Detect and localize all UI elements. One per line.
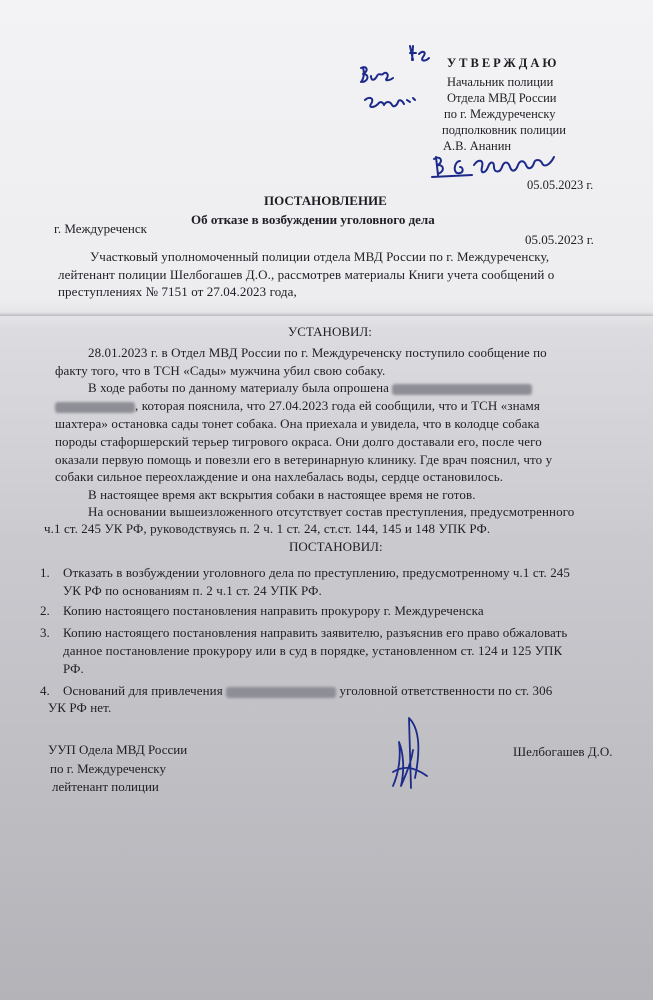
redacted-name xyxy=(226,687,336,698)
approval-line: Начальник полиции xyxy=(447,75,554,89)
redacted-name xyxy=(392,384,532,395)
signature-name: Шелбогашев Д.О. xyxy=(513,744,613,759)
document-title: ПОСТАНОВЛЕНИЕ xyxy=(264,193,387,208)
handwritten-note xyxy=(355,38,455,118)
approval-date: 05.05.2023 г. xyxy=(527,178,594,192)
resolution-number: 1. xyxy=(40,565,50,580)
resolution-line: данное постановление прокурору или в суд в порядке, установленном ст. 124 и 125 УПК xyxy=(63,643,563,658)
body-line-text: В ходе работы по данному материалу была опрошена xyxy=(88,380,390,395)
resolved-heading: ПОСТАНОВИЛ: xyxy=(289,539,383,554)
body-line xyxy=(88,380,532,395)
intro-line: Участковый уполномоченный полиции отдела МВД России по г. Междуреченску, xyxy=(90,249,550,264)
resolution-line: УК РФ по основаниям п. 2 ч.1 ст. 24 УПК РФ. xyxy=(63,583,322,598)
approval-line: по г. Междуреченску xyxy=(444,107,556,121)
intro-line: лейтенант полиции Шелбогашев Д.О., рассмотрев материалы Книги учета сообщений о xyxy=(58,267,555,282)
body-line: В настоящее время акт вскрытия собаки в настоящее время не готов. xyxy=(88,487,476,502)
signature-position: УУП Одела МВД России xyxy=(48,742,188,757)
redacted-name xyxy=(55,402,135,413)
resolution-line: УК РФ нет. xyxy=(48,700,112,715)
resolution-line: Копию настоящего постановления направить прокурору г. Междуреченска xyxy=(63,603,484,618)
approval-line: Отдела МВД России xyxy=(447,91,557,105)
established-heading: УСТАНОВИЛ: xyxy=(288,324,372,339)
body-line: породы стафоршерский терьер тигрового окраса. Они долго доставали его, после чего xyxy=(55,434,542,449)
intro-line: преступлениях № 7151 от 27.04.2023 года, xyxy=(58,284,297,299)
resolution-line xyxy=(63,683,552,698)
resolution-number: 3. xyxy=(40,625,50,640)
body-line xyxy=(55,398,540,413)
body-line: оказали первую помощь и повезли его в ветеринарную клинику. Где врач пояснил, что у xyxy=(55,452,553,467)
resolution-text: Оснований для привлечения xyxy=(63,683,223,698)
approval-line: А.В. Ананин xyxy=(443,139,512,153)
document-place: г. Междуреченск xyxy=(54,221,147,236)
body-line: шахтера» остановка сады тонет собака. Она приехала и увидела, что в колодце собака xyxy=(55,416,540,431)
resolution-number: 2. xyxy=(40,603,50,618)
signature-position: лейтенант полиции xyxy=(52,779,159,794)
resolution-line: Отказать в возбуждении уголовного дела по преступлению, предусмотренному ч.1 ст. 245 xyxy=(63,565,571,580)
officer-signature xyxy=(385,712,435,792)
body-line: 28.01.2023 г. в Отдел МВД России по г. Междуреченску поступило сообщение по xyxy=(88,345,547,360)
body-line: факту того, что в ТСН «Сады» мужчина убил свою собаку. xyxy=(55,363,386,378)
signature-position: по г. Междуреченску xyxy=(50,761,166,776)
document-date: 05.05.2023 г. xyxy=(525,232,594,247)
body-line: На основании вышеизложенного отсутствует состав преступления, предусмотренного xyxy=(88,504,575,519)
body-line: ч.1 ст. 245 УК РФ, руководствуясь п. 2 ч. 1 ст. 24, ст.ст. 144, 145 и 148 УПК РФ. xyxy=(44,521,491,536)
approval-line: подполковник полиции xyxy=(442,123,566,137)
document-subtitle: Об отказе в возбуждении уголовного дела xyxy=(191,212,435,227)
resolution-number: 4. xyxy=(40,683,50,698)
approval-header: УТВЕРЖДАЮ xyxy=(447,56,560,70)
body-line-text: , которая пояснила, что 27.04.2023 года ей сообщили, что и ТСН «знамя xyxy=(135,398,540,413)
page-fold xyxy=(0,312,653,316)
resolution-text: уголовной ответственности по ст. 306 xyxy=(339,683,553,698)
body-line: собаки сильное переохлаждение и она нахлебалась воды, сердце остановилось. xyxy=(55,469,504,484)
resolution-line: Копию настоящего постановления направить заявителю, разъяснив его право обжаловать xyxy=(63,625,568,640)
resolution-line: РФ. xyxy=(63,661,84,676)
